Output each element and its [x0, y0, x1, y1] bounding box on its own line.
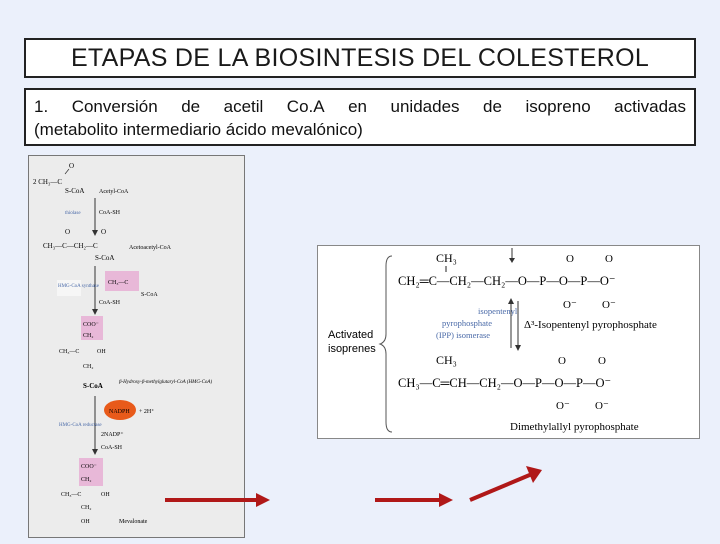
ch3c-formula: CH₃—C — [61, 492, 82, 498]
coo-1: COO⁻ — [83, 322, 99, 328]
isomerase-label-2: pyrophosphate — [442, 318, 493, 328]
step-description-box — [24, 88, 696, 146]
svg-text:O: O — [65, 228, 71, 236]
slide-title-box — [24, 38, 696, 78]
acetyl-formula: 2 CH₃—C — [33, 178, 63, 186]
o-minus-label: O⁻ — [563, 299, 577, 311]
pathway-svg — [29, 156, 246, 539]
o-label: O — [558, 355, 566, 367]
step-word: isopreno — [525, 97, 591, 116]
nadp-label: 2NADP⁺ — [101, 432, 124, 438]
dmapp-ch3: CH₃ — [436, 353, 457, 367]
hmg-synthase-label: HMG-CoA synthase — [58, 284, 99, 289]
ch2-label: CH₂ — [83, 364, 94, 370]
mevalonate-name: Mevalonate — [119, 519, 148, 525]
coo-2: COO⁻ — [81, 464, 97, 470]
step-word: Co.A — [286, 97, 325, 116]
nadph-label: NADPH — [109, 409, 130, 415]
step-word: activadas — [614, 97, 686, 116]
dmapp-formula: CH₃—C═CH—CH₂—O—P—O—P—O⁻ — [398, 376, 612, 390]
step-line-2: (metabolito intermediario ácido mevalónico) — [34, 120, 363, 139]
o-minus-label: O⁻ — [556, 400, 570, 412]
oh-label: OH — [101, 492, 110, 498]
acac-formula: CH₃—C—CH₂—C — [43, 242, 98, 250]
o-label: O — [598, 355, 606, 367]
ch3c-formula: CH₃—C — [108, 280, 129, 286]
activated-label-2: isoprenes — [328, 343, 376, 355]
step-word: 1. — [34, 97, 49, 116]
dmapp-name: Dimethylallyl pyrophosphate — [510, 421, 639, 433]
slide-title: ETAPAS DE LA BIOSINTESIS DEL COLESTEROL — [70, 43, 650, 72]
acetyl-coa-name: Acetyl-CoA — [99, 189, 129, 195]
activated-isoprenes-figure — [317, 245, 700, 439]
ch3c-formula: CH₃—C — [59, 349, 80, 355]
scoa-label: S-CoA — [95, 254, 115, 262]
h-plus-label: + 2H⁺ — [139, 409, 155, 415]
hmg-coa-name: β-Hydroxy-β-methylglutaryl-CoA (HMG-CoA) — [119, 380, 213, 385]
coash-3: CoA-SH — [101, 445, 123, 451]
isoprenes-brace — [380, 256, 392, 432]
isoprenes-svg — [318, 246, 701, 440]
oh-label: OH — [97, 349, 106, 355]
ch2-label: CH₂ — [81, 477, 92, 483]
step-word: en — [348, 97, 368, 116]
step-word: Conversión — [71, 97, 158, 116]
scoa-label: S-CoA — [141, 292, 158, 298]
ipp-formula: CH₂═C—CH₂—CH₂—O—P—O—P—O⁻ — [398, 274, 616, 288]
activated-label-1: Activated — [328, 329, 374, 341]
red-arrow-3 — [375, 493, 453, 507]
red-arrow-4 — [470, 466, 542, 500]
isomerase-label-3: (IPP) isomerase — [436, 330, 491, 340]
isomerase-label-1: isopentenyl — [478, 306, 518, 316]
o-label: O — [605, 253, 613, 265]
acetoacetyl-coa-name: Acetoacetyl-CoA — [129, 245, 171, 251]
ipp-ch3: CH₃ — [436, 251, 457, 265]
scoa-label: S-CoA — [83, 382, 103, 390]
step-word: unidades — [390, 97, 460, 116]
ipp-name: Δ³-Isopentenyl pyrophosphate — [524, 319, 657, 331]
o-minus-label: O⁻ — [595, 400, 609, 412]
mevalonate-pathway-figure — [28, 155, 245, 538]
oh-label: OH — [81, 519, 90, 525]
svg-text:O: O — [69, 162, 75, 170]
coash-1: CoA-SH — [99, 210, 121, 216]
scoa-label: S-CoA — [65, 187, 85, 195]
o-label: O — [566, 253, 574, 265]
step-word: acetil — [223, 97, 264, 116]
step-word: de — [181, 97, 201, 116]
ch2-label: CH₂ — [83, 333, 94, 339]
ch2-label: CH₂ — [81, 505, 92, 511]
hmg-reductase-label: HMG-CoA reductase — [59, 423, 102, 428]
o-minus-label: O⁻ — [602, 299, 616, 311]
step-line-1 — [34, 95, 686, 118]
step-word: de — [483, 97, 502, 116]
coash-2: CoA-SH — [99, 300, 121, 306]
thiolase-label: thiolase — [65, 211, 81, 216]
svg-text:O: O — [101, 228, 107, 236]
